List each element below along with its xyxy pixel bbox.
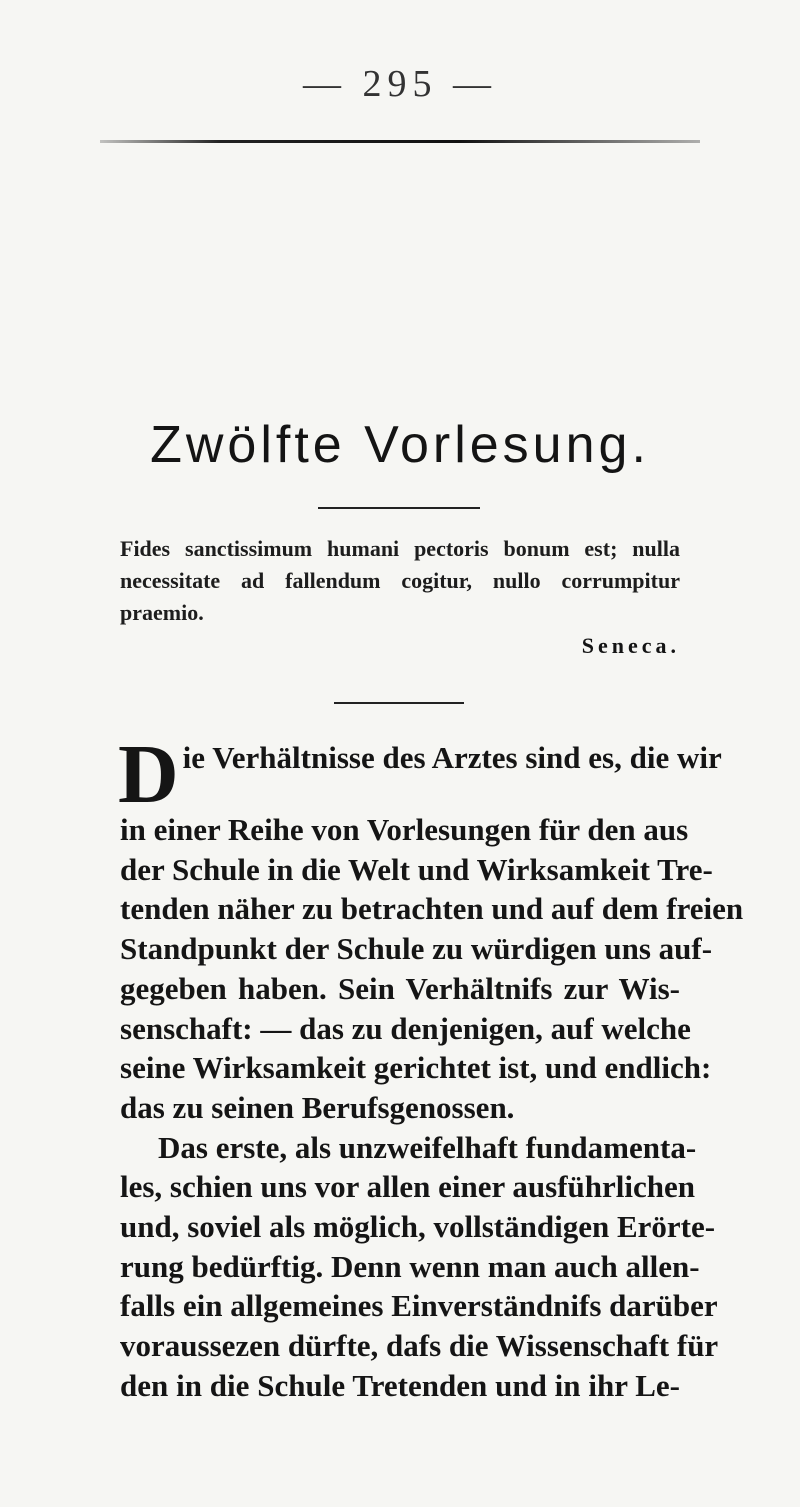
text-line: tenden näher zu betrachten und auf dem freien (120, 891, 744, 927)
page-number: — 295 — (303, 63, 497, 105)
text-line: rung bedürftig. Denn wenn man auch allen- (120, 1248, 700, 1284)
motto-line: necessitate ad fallendum cogitur, nullo corrumpitur (120, 568, 680, 593)
header-rule (100, 140, 700, 143)
motto-line: Fides sanctissimum humani pectoris bonum est; nulla (120, 536, 680, 561)
text-line: falls ein allgemeines Einverständnifs darüber (120, 1288, 718, 1324)
body-text (118, 728, 744, 1406)
title-rule (318, 507, 480, 509)
text-line: Das erste, als unzweifelhaft fundamenta- (158, 1129, 697, 1165)
text-line: seine Wirksamkeit gerichtet ist, und endlich: (120, 1050, 712, 1086)
text-line: voraussezen dürfte, dafs die Wissenschaft für (120, 1328, 719, 1364)
motto-author: Seneca. (581, 633, 680, 658)
text-line: les, schien uns vor allen einer ausführlichen (120, 1169, 695, 1205)
text-line: und, soviel als möglich, vollständigen Erörte- (120, 1209, 716, 1245)
text-line: in einer Reihe von Vorlesungen für den aus (120, 812, 689, 847)
text-line: Standpunkt der Schule zu würdigen uns auf- (120, 931, 713, 967)
motto-rule (334, 702, 464, 704)
text-line: das zu seinen Berufsgenossen. (120, 1089, 515, 1125)
text-line: den in die Schule Tretenden und in ihr Le- (120, 1367, 680, 1403)
text-line: der Schule in die Welt und Wirksamkeit Tre- (120, 851, 713, 887)
motto (120, 533, 680, 629)
lecture-title: Zwölfte Vorlesung. (150, 415, 650, 474)
text-line: gegeben haben. Sein Verhältnifs zur Wis- (120, 970, 680, 1006)
motto-line: praemio. (120, 600, 204, 625)
text-line: ie Verhältnisse des Arztes sind es, die wir (182, 740, 722, 775)
drop-cap: D (118, 728, 179, 821)
text-line: senschaft: — das zu denjenigen, auf welche (120, 1010, 691, 1046)
